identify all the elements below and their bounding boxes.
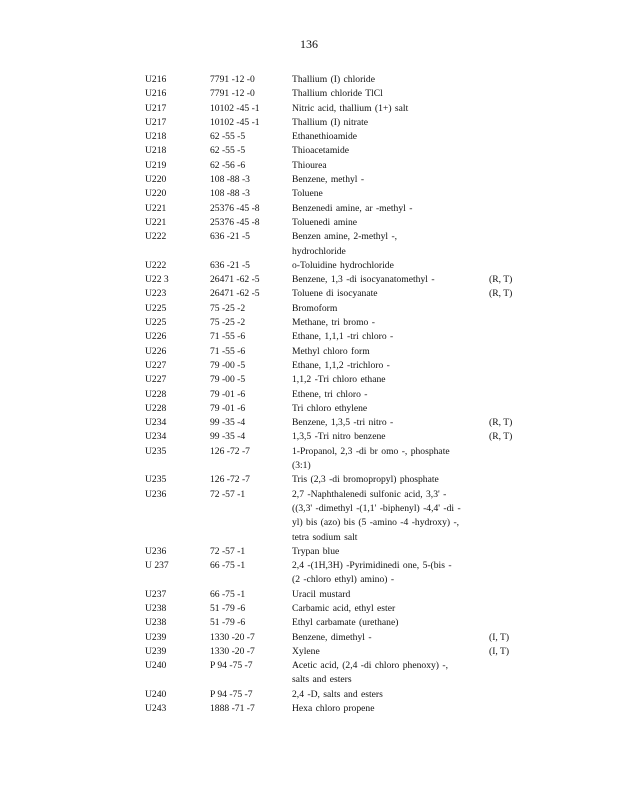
substance-name: Thiourea: [292, 159, 327, 171]
substance-name: Methyl chloro form: [292, 345, 370, 357]
substance-name: Ethene, tri chloro -: [292, 388, 368, 400]
cas-number: P 94 -75 -7: [210, 688, 253, 700]
table-row: [0, 302, 618, 316]
table-row: [0, 116, 618, 130]
substance-name: Thioacetamide: [292, 145, 350, 157]
waste-code: U228: [145, 388, 167, 400]
table-row: [0, 688, 618, 702]
cas-number: 1888 -71 -7: [210, 703, 255, 715]
table-row: [0, 230, 618, 259]
hazardous-waste-table: [0, 73, 618, 716]
waste-code: U220: [145, 174, 167, 186]
substance-name: Bromoform: [292, 302, 338, 314]
cas-number: 636 -21 -5: [210, 231, 250, 243]
waste-code: U219: [145, 159, 167, 171]
substance-name: 2,4 -D, salts and esters: [292, 688, 383, 700]
waste-code: U217: [145, 102, 167, 114]
table-row: [0, 602, 618, 616]
waste-code: U220: [145, 188, 167, 200]
substance-name: Toluene di isocyanate: [292, 288, 378, 300]
page-number: 136: [300, 37, 318, 51]
cas-number: 25376 -45 -8: [210, 202, 260, 214]
cas-number: 25376 -45 -8: [210, 216, 260, 228]
waste-code: U222: [145, 231, 167, 243]
table-row: [0, 373, 618, 387]
table-row: [0, 187, 618, 201]
cas-number: 71 -55 -6: [210, 345, 246, 357]
waste-code: U235: [145, 445, 167, 457]
cas-number: 26471 -62 -5: [210, 274, 260, 286]
waste-code: U218: [145, 145, 167, 157]
table-row: [0, 330, 618, 344]
substance-name: 1,1,2 -Tri chloro ethane: [292, 374, 386, 386]
table-row: [0, 645, 618, 659]
waste-code: U238: [145, 602, 167, 614]
substance-name: Toluenedi amine: [292, 216, 358, 228]
cas-number: P 94 -75 -7: [210, 660, 253, 672]
cas-number: 75 -25 -2: [210, 317, 246, 329]
substance-name: Thallium (I) chloride: [292, 74, 375, 85]
waste-code: U240: [145, 660, 167, 672]
substance-name: 2,4 -(1H,3H) -Pyrimidinedi one, 5-(bis - (2 -chloro ethyl) amino) -: [292, 560, 452, 586]
table-row: [0, 173, 618, 187]
cas-number: 72 -57 -1: [210, 545, 246, 557]
waste-code: U225: [145, 302, 167, 314]
cas-number: 79 -00 -5: [210, 359, 246, 371]
table-row: [0, 545, 618, 559]
waste-code: U217: [145, 116, 167, 128]
waste-code: U239: [145, 631, 167, 643]
waste-code: U234: [145, 417, 167, 429]
table-row: [0, 345, 618, 359]
substance-name: Ethane, 1,1,2 -trichloro -: [292, 359, 390, 371]
hazard-code: (R, T): [489, 288, 513, 300]
waste-code: U 237: [145, 560, 169, 572]
table-row: [0, 130, 618, 144]
cas-number: 66 -75 -1: [210, 560, 246, 572]
substance-name: Methane, tri bromo -: [292, 317, 375, 329]
table-row: [0, 102, 618, 116]
waste-code: U225: [145, 317, 167, 329]
substance-name: Toluene: [292, 188, 323, 200]
waste-code: U240: [145, 688, 167, 700]
substance-name: Tris (2,3 -di bromopropyl) phosphate: [292, 474, 439, 486]
substance-name: 1-Propanol, 2,3 -di br omo -, phosphate (3:1): [292, 445, 450, 472]
waste-code: U221: [145, 202, 167, 214]
waste-code: U216: [145, 88, 167, 100]
substance-name: Benzenedi amine, ar -methyl -: [292, 202, 413, 214]
waste-code: U22 3: [145, 274, 169, 286]
cas-number: 72 -57 -1: [210, 488, 246, 500]
cas-number: 126 -72 -7: [210, 445, 250, 457]
substance-name: Ethyl carbamate (urethane): [292, 617, 399, 629]
substance-name: Benzen amine, 2-methyl -, hydrochloride: [292, 231, 398, 257]
cas-number: 99 -35 -4: [210, 431, 246, 443]
substance-name: Thallium (I) nitrate: [292, 116, 369, 128]
substance-name: Ethanethioamide: [292, 131, 358, 143]
substance-name: Xylene: [292, 645, 320, 657]
substance-name: o-Toluidine hydrochloride: [292, 259, 394, 271]
table-row: [0, 73, 618, 87]
hazard-code: (R, T): [489, 274, 513, 286]
waste-code: U227: [145, 359, 167, 371]
cas-number: 79 -00 -5: [210, 374, 246, 386]
table-row: [0, 388, 618, 402]
table-row: [0, 631, 618, 645]
table-row: [0, 273, 618, 287]
table-row: [0, 616, 618, 630]
table-row: [0, 473, 618, 487]
cas-number: 1330 -20 -7: [210, 645, 255, 657]
substance-name: Acetic acid, (2,4 -di chloro phenoxy) -, salts and esters: [292, 660, 448, 686]
waste-code: U216: [145, 74, 167, 85]
cas-number: 62 -56 -6: [210, 159, 246, 171]
table-row: [0, 559, 618, 588]
cas-number: 79 -01 -6: [210, 388, 246, 400]
cas-number: 10102 -45 -1: [210, 116, 260, 128]
cas-number: 1330 -20 -7: [210, 631, 255, 643]
waste-code: U237: [145, 588, 167, 600]
waste-code: U236: [145, 488, 167, 500]
substance-name: Thallium chloride TlCl: [292, 88, 383, 100]
table-row: [0, 702, 618, 716]
table-row: [0, 402, 618, 416]
table-row: [0, 287, 618, 301]
cas-number: 66 -75 -1: [210, 588, 246, 600]
waste-code: U226: [145, 345, 167, 357]
waste-code: U239: [145, 645, 167, 657]
waste-code: U228: [145, 402, 167, 414]
substance-name: Nitric acid, thallium (1+) salt: [292, 102, 409, 114]
table-row: [0, 445, 618, 474]
cas-number: 636 -21 -5: [210, 259, 250, 271]
cas-number: 7791 -12 -0: [210, 88, 255, 100]
cas-number: 51 -79 -6: [210, 617, 246, 629]
waste-code: U238: [145, 617, 167, 629]
table-row: [0, 259, 618, 273]
cas-number: 108 -88 -3: [210, 174, 250, 186]
cas-number: 71 -55 -6: [210, 331, 246, 343]
cas-number: 10102 -45 -1: [210, 102, 260, 114]
table-row: [0, 144, 618, 158]
substance-name: Benzene, 1,3 -di isocyanatomethyl -: [292, 274, 435, 286]
table-row: [0, 87, 618, 101]
waste-code: U218: [145, 131, 167, 143]
table-row: [0, 488, 618, 545]
substance-name: Carbamic acid, ethyl ester: [292, 602, 396, 614]
substance-name: 2,7 -Naphthalenedi sulfonic acid, 3,3' - ((3,3' -dimethyl -(1,1' -biphenyl) -4,4' -di - yl) bis (azo) bis (5 -amino -4 -hydroxy) -, tetra sodium salt: [292, 488, 461, 543]
substance-name: Benzene, methyl -: [292, 174, 365, 186]
cas-number: 75 -25 -2: [210, 302, 246, 314]
table-row: [0, 430, 618, 444]
waste-code: U223: [145, 288, 167, 300]
cas-number: 126 -72 -7: [210, 474, 250, 486]
table-row: [0, 588, 618, 602]
hazard-code: (I, T): [489, 631, 510, 643]
substance-name: Trypan blue: [292, 545, 340, 557]
waste-code: U234: [145, 431, 167, 443]
cas-number: 62 -55 -5: [210, 131, 246, 143]
waste-code: U222: [145, 259, 167, 271]
substance-name: Tri chloro ethylene: [292, 402, 368, 414]
waste-code: U236: [145, 545, 167, 557]
cas-number: 7791 -12 -0: [210, 74, 255, 85]
substance-name: Ethane, 1,1,1 -tri chloro -: [292, 331, 394, 343]
hazard-code: (R, T): [489, 431, 513, 443]
substance-name: 1,3,5 -Tri nitro benzene: [292, 431, 386, 443]
cas-number: 62 -55 -5: [210, 145, 246, 157]
cas-number: 79 -01 -6: [210, 402, 246, 414]
table-row: [0, 416, 618, 430]
waste-code: U227: [145, 374, 167, 386]
cas-number: 26471 -62 -5: [210, 288, 260, 300]
table-row: [0, 316, 618, 330]
waste-code: U243: [145, 703, 167, 715]
substance-name: Benzene, dimethyl -: [292, 631, 372, 643]
waste-code: U226: [145, 331, 167, 343]
waste-code: U221: [145, 216, 167, 228]
substance-name: Benzene, 1,3,5 -tri nitro -: [292, 417, 394, 429]
table-row: [0, 202, 618, 216]
hazard-code: (I, T): [489, 645, 510, 657]
table-row: [0, 659, 618, 688]
table-row: [0, 359, 618, 373]
hazard-code: (R, T): [489, 417, 513, 429]
cas-number: 108 -88 -3: [210, 188, 250, 200]
substance-name: Hexa chloro propene: [292, 703, 375, 715]
table-row: [0, 216, 618, 230]
waste-code: U235: [145, 474, 167, 486]
substance-name: Uracil mustard: [292, 588, 351, 600]
table-row: [0, 159, 618, 173]
cas-number: 51 -79 -6: [210, 602, 246, 614]
cas-number: 99 -35 -4: [210, 417, 246, 429]
